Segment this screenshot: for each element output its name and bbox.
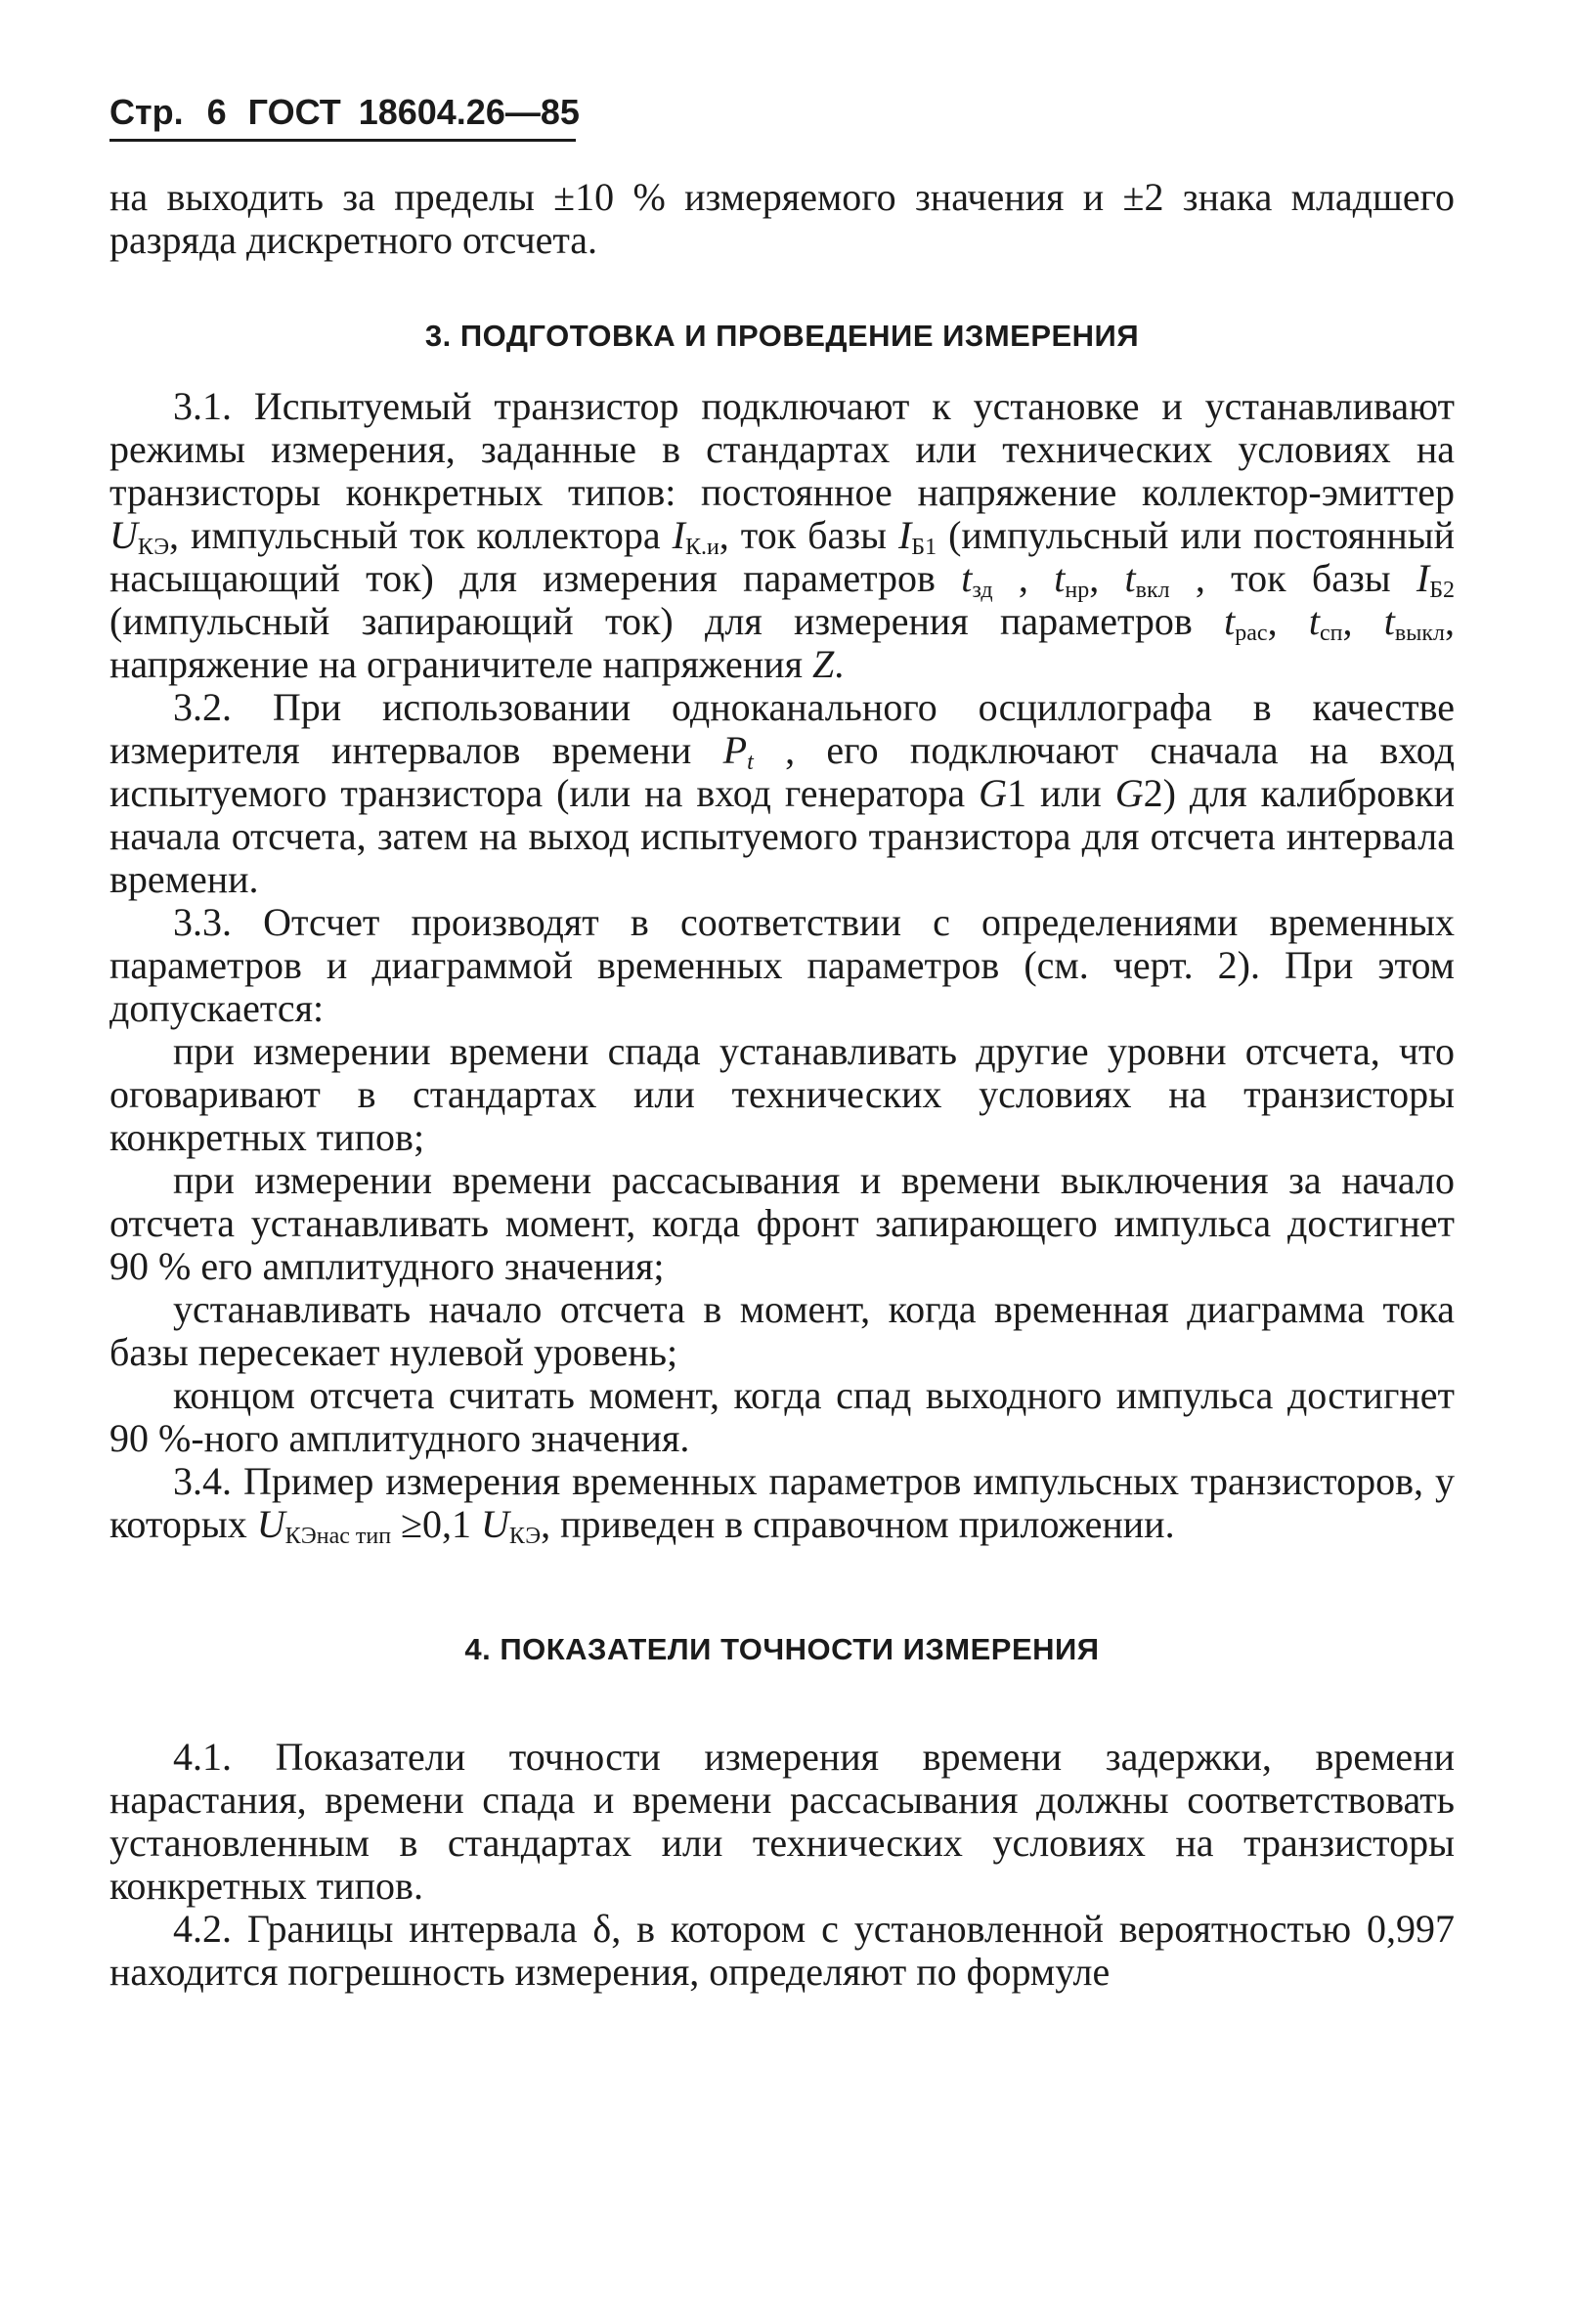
list-item: при измерении времени спада устанавливать другие уровни отсчета, что оговаривают в стандартах или технических условиях на транзисторы конкретных типов; <box>109 1029 1455 1159</box>
intro-paragraph: на выходить за пределы ±10 % измеряемого значения и ±2 знака младшего разряда дискретного отсчета. <box>109 175 1455 262</box>
paragraph-4-2: 4.2. Границы интервала δ, в котором с установленной вероятностью 0,997 находится погрешность измерения, определяют по формуле <box>109 1907 1455 1994</box>
paragraph-3-3: 3.3. Отсчет производят в соответствии с определениями временных параметров и диаграммой временных параметров (см. черт. 2). При этом допускается: <box>109 900 1455 1030</box>
list-item: при измерении времени рассасывания и времени выключения за начало отсчета устанавливать момент, когда фронт запирающего импульса достигнет 90 % его амплитудного значения; <box>109 1158 1455 1288</box>
document-page <box>109 90 1455 1994</box>
page-prefix: Стр. <box>109 92 184 132</box>
list-item: устанавливать начало отсчета в момент, когда временная диаграмма тока базы пересекает нулевой уровень; <box>109 1287 1455 1374</box>
paragraph-3-2: 3.2. При использовании одноканального осциллографа в качестве измерителя интервалов времени $P_t$ , его подключают сначала на вход испытуемого транзистора (или на вход генератора G1 или G2) для калибровки начала отсчета, затем на выход испытуемого транзистора для отсчета интервала времени. <box>109 685 1455 901</box>
standard-number: 18604.26—85 <box>358 92 580 132</box>
section-3-heading: 3. ПОДГОТОВКА И ПРОВЕДЕНИЕ ИЗМЕРЕНИЯ <box>424 319 1140 353</box>
standard-label: ГОСТ <box>247 92 341 132</box>
page-number: 6 <box>206 92 227 132</box>
page-header <box>109 90 1455 141</box>
header-rule <box>109 139 576 142</box>
list-item: концом отсчета считать момент, когда спад выходного импульса достигнет 90 %-ного амплитудного значения. <box>109 1373 1455 1460</box>
section-4-heading: 4. ПОКАЗАТЕЛИ ТОЧНОСТИ ИЗМЕРЕНИЯ <box>464 1632 1100 1666</box>
paragraph-3-4: 3.4. Пример измерения временных параметров импульсных транзисторов, у которых $U_{КЭнас тип} \ge 0,1$ $U_{КЭ}$, приведен в справочном приложении. <box>109 1459 1455 1549</box>
paragraph-3-1: 3.1. Испытуемый транзистор подключают к установке и устанавливают режимы измерения, заданные в стандартах или технических условиях на транзисторы конкретных типов: постоянное напряжение коллектор-эмиттер $U_{КЭ}$, импульсный ток коллектора $I_{К.и}$, ток базы $I_{Б1}$ (импульсный или постоянный насыщающий ток) для измерения параметров $t_{зд}$ , $t_{нр}$, $t_{вкл}$ , ток базы $I_{Б2}$ (импульсный запирающий ток) для измерения параметров $t_{рас}$, $t_{сп}$, $t_{выкл}$, напряжение на ограничителе напряжения Z. <box>109 384 1456 686</box>
paragraph-4-1: 4.1. Показатели точности измерения времени задержки, времени нарастания, времени спада и времени рассасывания должны соответствовать установленным в стандартах или технических условиях на транзисторы конкретных типов. <box>109 1735 1455 1908</box>
